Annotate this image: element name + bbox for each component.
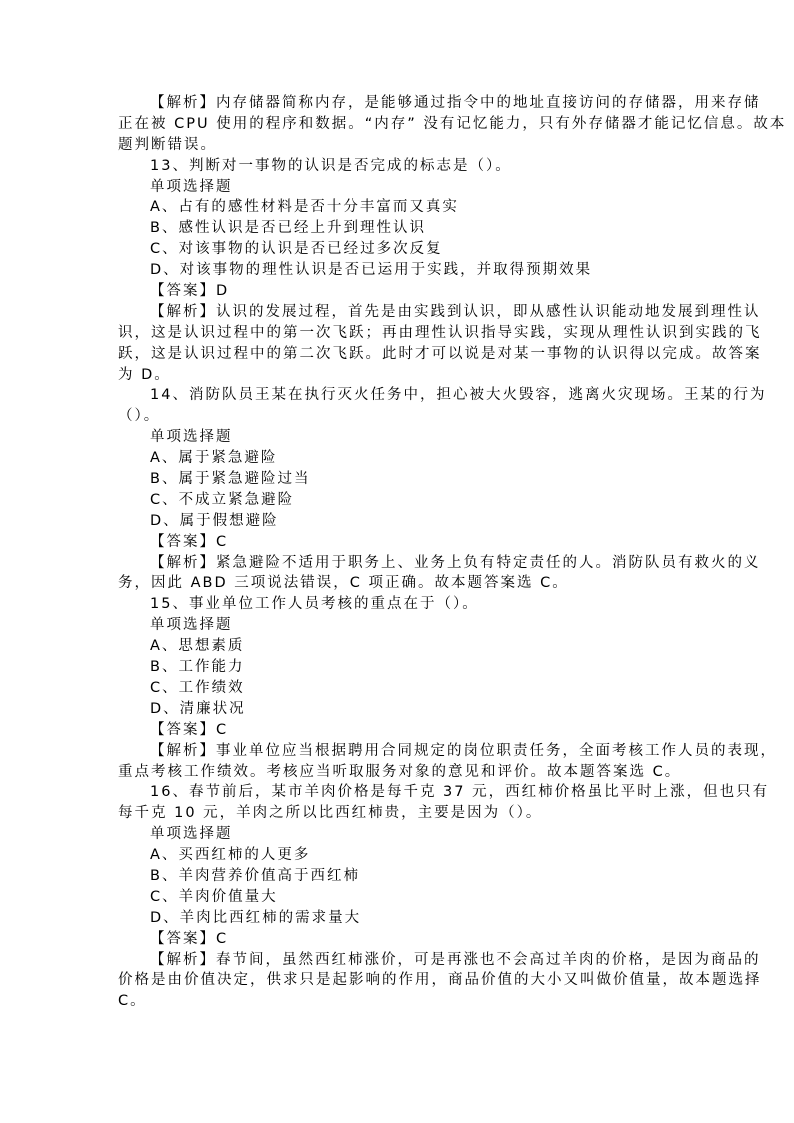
option-b: B、工作能力 xyxy=(150,659,245,676)
question-14-cont: （）。 xyxy=(118,408,161,425)
question-13: 13、判断对一事物的认识是否完成的标志是（）。 xyxy=(150,157,512,174)
document-page xyxy=(0,93,794,1012)
option-d: D、清廉状况 xyxy=(150,700,246,717)
answer: 【答案】D xyxy=(150,283,230,300)
question-type: 单项选择题 xyxy=(150,178,233,195)
question-14: 14、消防队员王某在执行灭火任务中，担心被大火毁容，逃离火灾现场。王某的行为 xyxy=(150,387,767,404)
option-b: B、羊肉营养价值高于西红柿 xyxy=(150,867,360,884)
option-d: D、属于假想避险 xyxy=(150,512,279,529)
option-c: C、羊肉价值量大 xyxy=(150,888,278,905)
option-a: A、属于紧急避险 xyxy=(150,450,278,467)
option-c: C、对该事物的认识是否已经过多次反复 xyxy=(150,241,443,258)
analysis-line: 题判断错误。 xyxy=(118,136,217,153)
analysis-line: C。 xyxy=(118,993,147,1010)
analysis-line: 【解析】内存储器简称内存，是能够通过指令中的地址直接访问的存储器，用来存储 xyxy=(150,95,761,111)
option-c: C、工作绩效 xyxy=(150,679,245,696)
option-a: A、买西红柿的人更多 xyxy=(150,847,311,864)
analysis-line: 跃，这是认识过程中的第二次飞跃。此时才可以说是对某一事物的认识得以完成。故答案 xyxy=(118,345,762,362)
analysis-line: 【解析】事业单位应当根据聘用合同规定的岗位职责任务，全面考核工作人员的表现， xyxy=(150,742,777,759)
question-16: 16、春节前后，某市羊肉价格是每千克 37 元，西红柿价格虽比平时上涨，但也只有 xyxy=(150,784,770,801)
analysis-line: 为 D。 xyxy=(118,366,171,383)
analysis-line: 正在被 CPU 使用的程序和数据。“内存” 没有记忆能力，只有外存储器才能记忆信息。故本 xyxy=(118,115,787,132)
analysis-line: 识，这是认识过程中的第一次飞跃；再由理性认识指导实践，实现从理性认识到实践的飞 xyxy=(118,324,762,341)
question-15: 15、事业单位工作人员考核的重点在于（）。 xyxy=(150,596,479,613)
question-type: 单项选择题 xyxy=(150,826,233,843)
option-b: B、属于紧急避险过当 xyxy=(150,471,311,488)
answer: 【答案】C xyxy=(150,930,229,947)
analysis-line: 务，因此 ABD 三项说法错误，C 项正确。故本题答案选 C。 xyxy=(118,575,569,592)
question-16-cont: 每千克 10 元，羊肉之所以比西红柿贵，主要是因为（）。 xyxy=(118,805,543,822)
question-type: 单项选择题 xyxy=(150,429,233,446)
option-b: B、感性认识是否已经上升到理性认识 xyxy=(150,220,426,237)
answer: 【答案】C xyxy=(150,533,229,550)
analysis-line: 【解析】紧急避险不适用于职务上、业务上负有特定责任的人。消防队员有救火的义 xyxy=(150,554,761,571)
analysis-line: 重点考核工作绩效。考核应当听取服务对象的意见和评价。故本题答案选 C。 xyxy=(118,763,682,780)
analysis-line: 价格是由价值决定，供求只是起影响的作用，商品价值的大小又叫做价值量，故本题选择 xyxy=(118,972,762,989)
analysis-line: 【解析】春节间，虽然西红柿涨价，可是再涨也不会高过羊肉的价格，是因为商品的 xyxy=(150,951,761,968)
option-d: D、对该事物的理性认识是否已运用于实践，并取得预期效果 xyxy=(150,262,593,279)
option-a: A、占有的感性材料是否十分丰富而又真实 xyxy=(150,199,459,216)
question-type: 单项选择题 xyxy=(150,617,233,634)
option-a: A、思想素质 xyxy=(150,638,245,655)
answer: 【答案】C xyxy=(150,721,229,738)
option-d: D、羊肉比西红柿的需求量大 xyxy=(150,909,362,926)
option-c: C、不成立紧急避险 xyxy=(150,491,295,508)
analysis-line: 【解析】认识的发展过程，首先是由实践到认识，即从感性认识能动地发展到理性认 xyxy=(150,303,761,320)
